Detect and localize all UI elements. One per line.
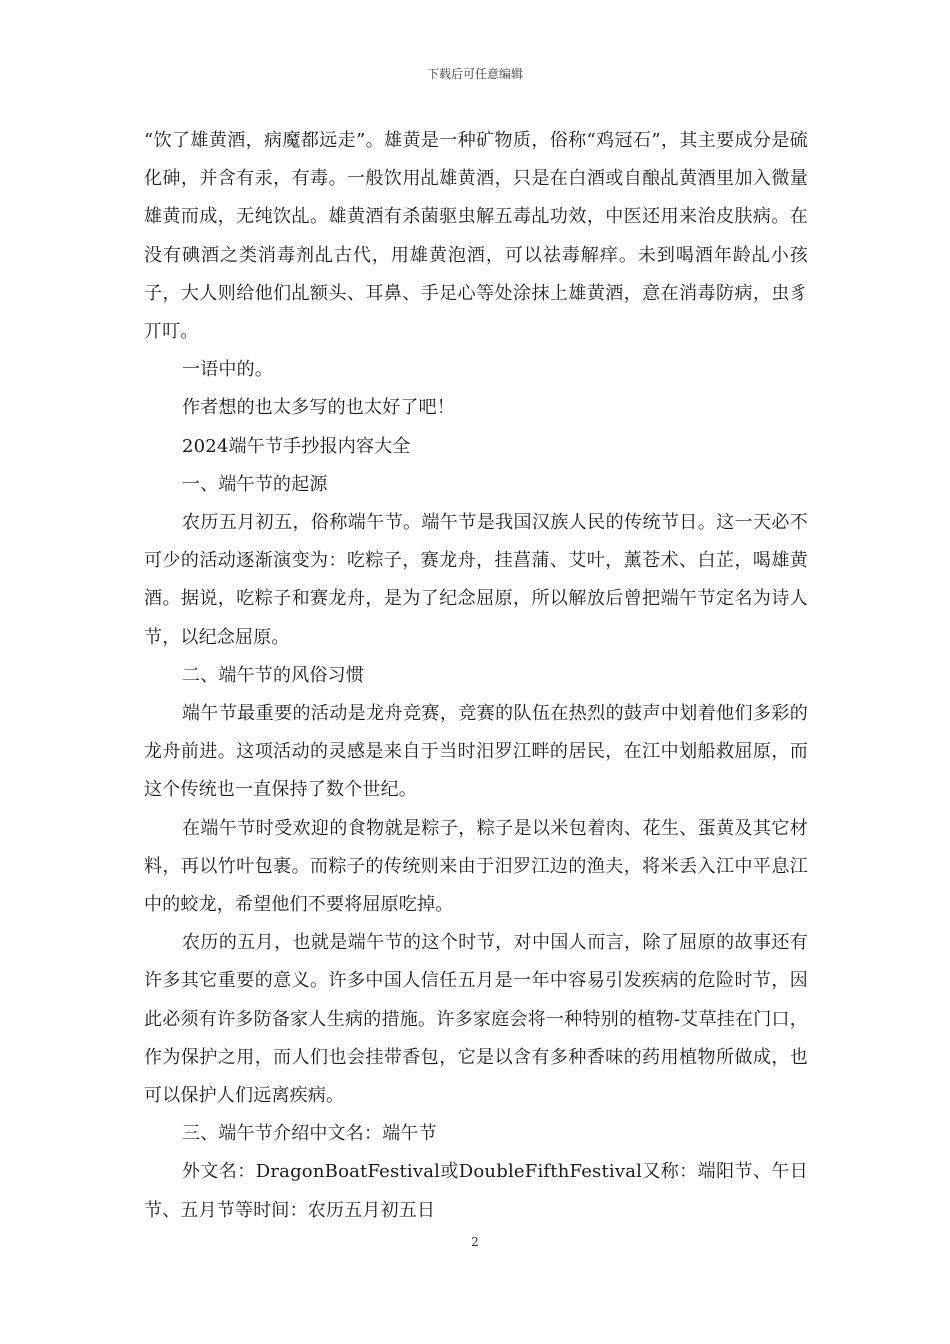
document-body (144, 122, 808, 1230)
paragraph-introduction: 外文名：DragonBoatFestival或DoubleFifthFestival又称：端阳节、午日节、五月节等时间：农历五月初五日 (144, 1161, 808, 1221)
paragraph-realgar-wine: “饮了雄黄酒，病魔都远走”。雄黄是一种矿物质，俗称“鸡冠石”，其主要成分是硫化砷，并含有汞，有毒。一般饮用乩雄黄酒，只是在白酒或自酿乩黄酒里加入微量雄黄而成，无纯饮乩。雄黄酒有杀菌驱虫解五毒乩功效，中医还用来治皮肤病。在没有碘酒之类消毒剂乩古代，用雄黄泡酒，可以祛毒解痒。未到喝酒年龄乩小孩子，大人则给他们乩额头、耳鼻、手足心等处涂抹上雄黄酒，意在消毒防病，虫豸丌叮。 (144, 130, 808, 343)
page-number: 2 (471, 1235, 479, 1249)
paragraph-fifth-month: 农历的五月，也就是端午节的这个时节，对中国人而言，除了屈原的故事还有许多其它重要的意义。许多中国人信任五月是一年中容易引发疾病的危险时节，因此必须有许多防备家人生病的措施。许多家庭会将一种特别的植物-艾草挂在门口，作为保护之用，而人们也会挂带香包，它是以含有多种香味的药用植物所做成，也可以保护人们远离疾病。 (144, 932, 808, 1107)
paragraph-origin: 农历五月初五，俗称端午节。端午节是我国汉族人民的传统节日。这一天必不可少的活动逐渐演变为：吃粽子，赛龙舟，挂菖蒲、艾叶，薰苍术、白芷，喝雄黄酒。据说，吃粽子和赛龙舟，是为了纪念屈原，所以解放后曾把端午节定名为诗人节，以纪念屈原。 (144, 512, 808, 648)
section-title: 2024端午节手抄报内容大全 (182, 435, 411, 457)
page-header-note: 下载后可任意编辑 (426, 67, 523, 81)
heading-customs: 二、端午节的风俗习惯 (182, 664, 364, 686)
heading-origin: 一、端午节的起源 (182, 473, 328, 495)
paragraph-dragon-boat: 端午节最重要的活动是龙舟竞赛，竞赛的队伍在热烈的鼓声中划着他们多彩的龙舟前进。这项活动的灵感是来自于当时汨罗江畔的居民，在江中划船救屈原，而这个传统也一直保持了数个世纪。 (144, 703, 808, 801)
paragraph-comment-2: 作者想的也太多写的也太好了吧！ (182, 397, 455, 419)
paragraph-comment-1: 一语中的。 (182, 359, 273, 381)
paragraph-zongzi: 在端午节时受欢迎的食物就是粽子，粽子是以米包着肉、花生、蛋黄及其它材料，再以竹叶包裹。而粽子的传统则来由于汨罗江边的渔夫，将米丢入江中平息江中的蛟龙，希望他们不要将屈原吃掉。 (144, 817, 808, 916)
heading-introduction: 三、端午节介绍中文名：端午节 (182, 1123, 437, 1145)
